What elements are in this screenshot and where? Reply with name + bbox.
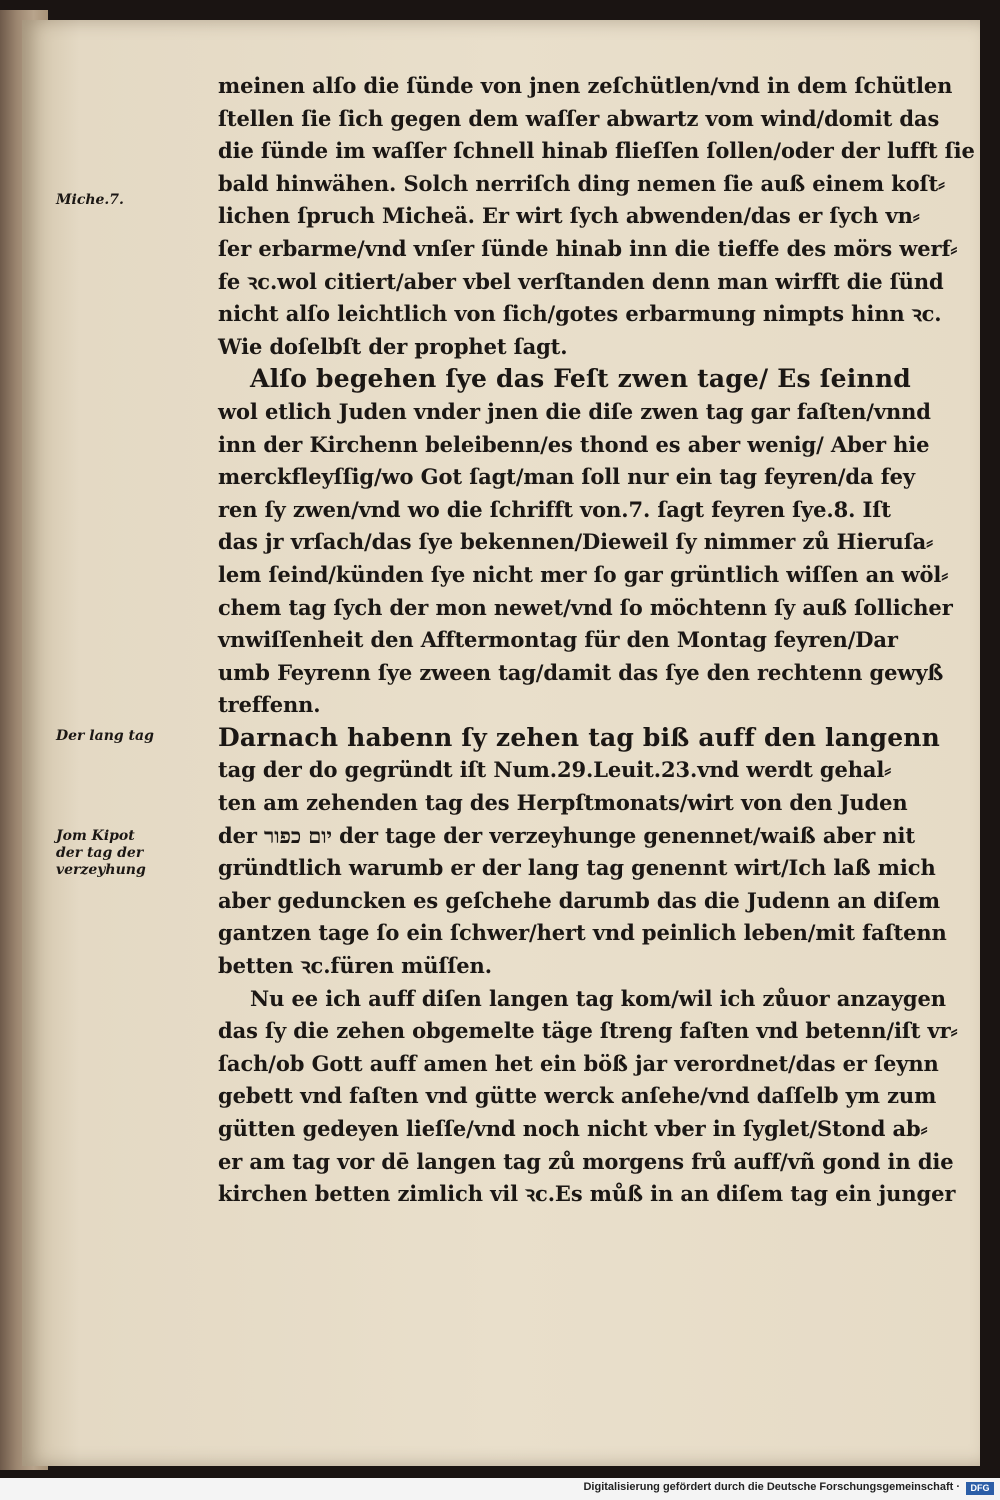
text-line: inn der Kirchenn beleibenn/es thond es aber wenig/ Aber hie xyxy=(218,431,930,457)
text-line: tag der do gegründt iſt Num.29.Leuit.23.vnd werdt gehal⸗ xyxy=(218,757,892,783)
text-line: lem ſeind/künden ſye nicht mer ſo gar grüntlich wiſſen an wöl⸗ xyxy=(218,561,949,587)
text-line: die ſünde im waſſer ſchnell hinab flieſſen ſollen/oder der lufft ſie xyxy=(218,138,975,164)
text-line: merckfleyſſig/wo Got ſagt/man ſoll nur ein tag feyren/da fey xyxy=(218,464,915,490)
text-line: aber geduncken es geſchehe darumb das die Judenn an diſem xyxy=(218,887,940,913)
text-line: bald hinwähen. Solch nerriſch ding nemen ſie auß einem koſt⸗ xyxy=(218,170,945,196)
footer-bar xyxy=(0,1478,1000,1500)
margin-note-line: verzeyhung xyxy=(56,862,146,878)
margin-note-line: der tag der xyxy=(56,845,144,861)
text-line: ſach/ob Gott auff amen het ein böß jar verordnet/das er ſeynn xyxy=(218,1050,939,1076)
text-line: nicht alſo leichtlich von ſich/gotes erbarmung nimpts hinn ꝛc. xyxy=(218,301,942,327)
margin-note-lang-tag: Der lang tag xyxy=(56,728,154,744)
book-page xyxy=(22,20,980,1466)
text-line: ren ſy zwen/vnd wo die ſchrifft von.7. ſagt feyren ſye.8. Iſt xyxy=(218,496,891,522)
funding-credit: Digitalisierung gefördert durch die Deutsche Forschungsgemeinschaft · xyxy=(583,1481,960,1493)
text-line: betten ꝛc.füren müſſen. xyxy=(218,953,492,979)
body-text xyxy=(218,70,988,1211)
text-line: der יום כפור der tage der verzeyhunge genennet/waiß aber nit xyxy=(218,822,916,848)
text-line: treffenn. xyxy=(218,692,321,718)
text-line: das jr vrſach/das ſye bekennen/Dieweil ſy nimmer zů Hieruſa⸗ xyxy=(218,529,934,555)
text-line: lichen ſpruch Micheä. Er wirt ſych abwenden/das er ſych vn⸗ xyxy=(218,203,920,229)
text-line: gebett vnd faſten vnd gütte werck anſehe/vnd daſſelb ym zum xyxy=(218,1083,937,1109)
text-line: ſtellen ſie ſich gegen dem waſſer abwartz vom wind/domit das xyxy=(218,105,940,131)
text-line: vnwiſſenheit den Afftermontag für den Montag feyren/Dar xyxy=(218,627,898,653)
paragraph-heading-line: Darnach habenn ſy zehen tag biß auff den langenn xyxy=(218,722,941,752)
text-line: ſer erbarme/vnd vnſer ſünde hinab inn die tieffe des mörs werf⸗ xyxy=(218,235,958,261)
text-line: kirchen betten zimlich vil ꝛc.Es můß in an diſem tag ein junger xyxy=(218,1181,956,1207)
margin-note-line: Jom Kipot xyxy=(56,828,135,844)
text-line: ten am zehenden tag des Herpſtmonats/wirt von den Juden xyxy=(218,790,908,816)
text-line: fe ꝛc.wol citiert/aber vbel verſtanden denn man wirfft die ſünd xyxy=(218,268,944,294)
text-line: wol etlich Juden vnder jnen die diſe zwen tag gar faſten/vnnd xyxy=(218,398,931,424)
margin-note-jom-kipot xyxy=(56,828,146,879)
text-line: gütten gedeyen lieſſe/vnd noch nicht vber in ſyglet/Stond ab⸗ xyxy=(218,1116,928,1141)
text-line: gantzen tage ſo ein ſchwer/hert vnd peinlich leben/mit faſtenn xyxy=(218,920,947,946)
dfg-logo: DFG xyxy=(966,1482,994,1495)
text-line: meinen alſo die ſünde von jnen zeſchütlen/vnd in dem ſchütlen xyxy=(218,73,953,98)
margin-note-michea: Miche.7. xyxy=(56,192,124,208)
text-line: das ſy die zehen obgemelte täge ſtreng faſten vnd betenn/iſt vr⸗ xyxy=(218,1018,958,1044)
text-line: Nu ee ich auff diſen langen tag kom/wil ich zůuor anzaygen xyxy=(250,985,946,1011)
text-line: gründtlich warumb er der lang tag genennt wirt/Ich laß mich xyxy=(218,855,936,881)
text-line: umb Feyrenn ſye zween tag/damit das ſye den rechtenn gewyß xyxy=(218,659,944,685)
paragraph-heading-line: Alſo begehen ſye das Feſt zwen tage/ Es ſeinnd xyxy=(250,364,911,394)
text-line: Wie doſelbſt der prophet ſagt. xyxy=(218,333,568,359)
text-line: er am tag vor dē langen tag zů morgens frů auff/vñ gond in die xyxy=(218,1148,954,1174)
text-line: chem tag ſych der mon newet/vnd ſo möchtenn ſy auß ſollicher xyxy=(218,594,953,620)
